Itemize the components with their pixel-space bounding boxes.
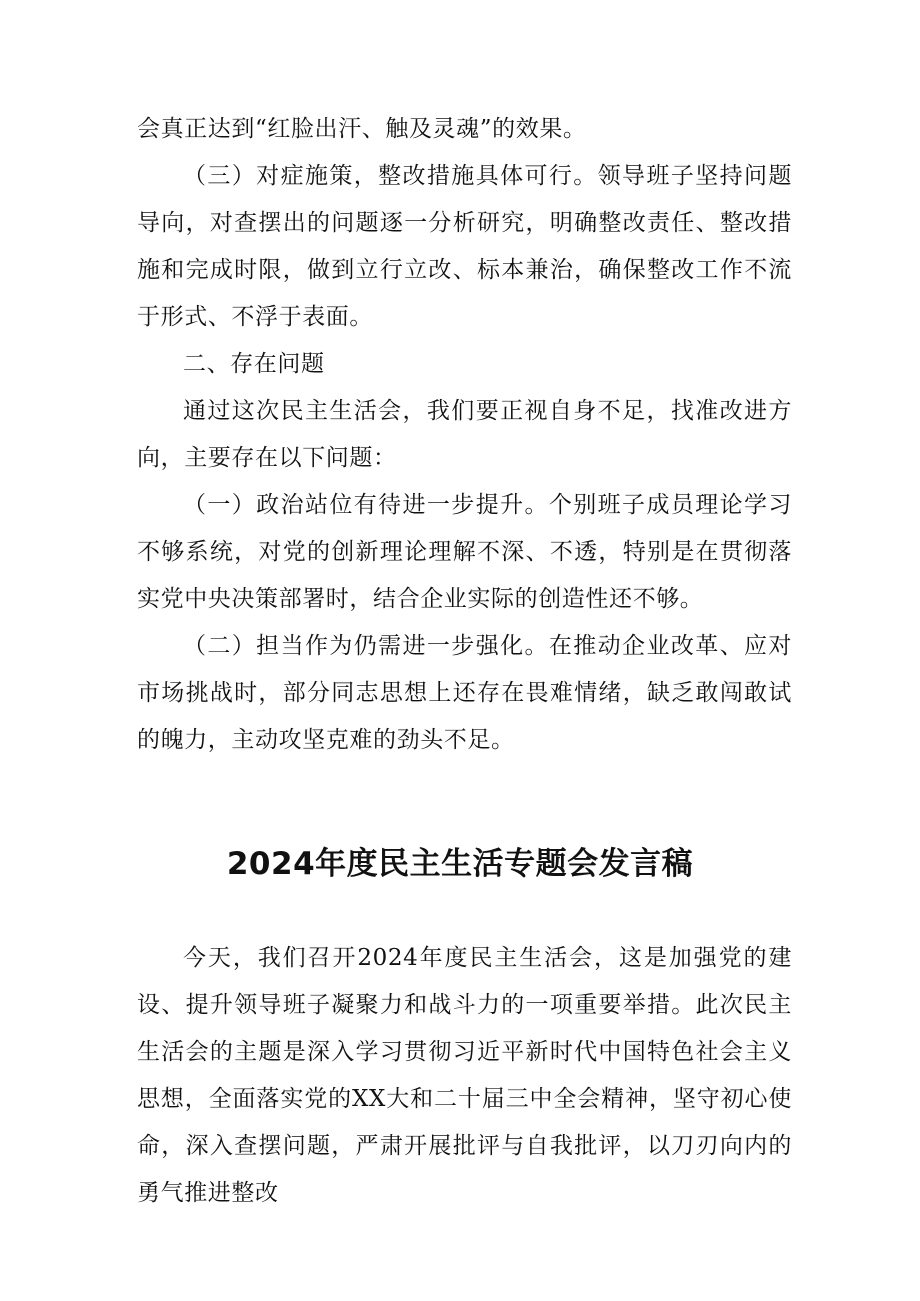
- document-title: 2024年度民主生活专题会发言稿: [226, 846, 694, 882]
- paragraph-continuation: 会真正达到“红脸出汗、触及灵魂”的效果。: [137, 116, 587, 142]
- paragraph-opening: 今天，我们召开2024年度民主生活会，这是加强党的建设、提升领导班子凝聚力和战斗力的一项重要举措。此次民主生活会的主题是深入学习贯彻习近平新时代中国特色社会主义思想，全面落实党的XX大和二十届三中全会精神，坚守初心使命，深入查摆问题，严肃开展批评与自我批评，以刀刃向内的勇气推进整改: [137, 945, 792, 1206]
- paragraph-problem-two: （二）担当作为仍需进一步强化。在推动企业改革、应对市场挑战时，部分同志思想上还存在畏难情绪，缺乏敢闯敢试的魄力，主动攻坚克难的劲头不足。: [137, 633, 792, 753]
- paragraph-section-three: （三）对症施策，整改措施具体可行。领导班子坚持问题导向，对查摆出的问题逐一分析研究，明确整改责任、整改措施和完成时限，做到立行立改、标本兼治，确保整改工作不流于形式、不浮于表面。: [137, 163, 792, 330]
- section-heading-problems: 二、存在问题: [183, 351, 325, 377]
- paragraph-problem-one: （一）政治站位有待进一步提升。个别班子成员理论学习不够系统，对党的创新理论理解不深、不透，特别是在贯彻落实党中央决策部署时，结合企业实际的创造性还不够。: [137, 492, 792, 612]
- paragraph-problems-intro: 通过这次民主生活会，我们要正视自身不足，找准改进方向，主要存在以下问题：: [137, 398, 792, 471]
